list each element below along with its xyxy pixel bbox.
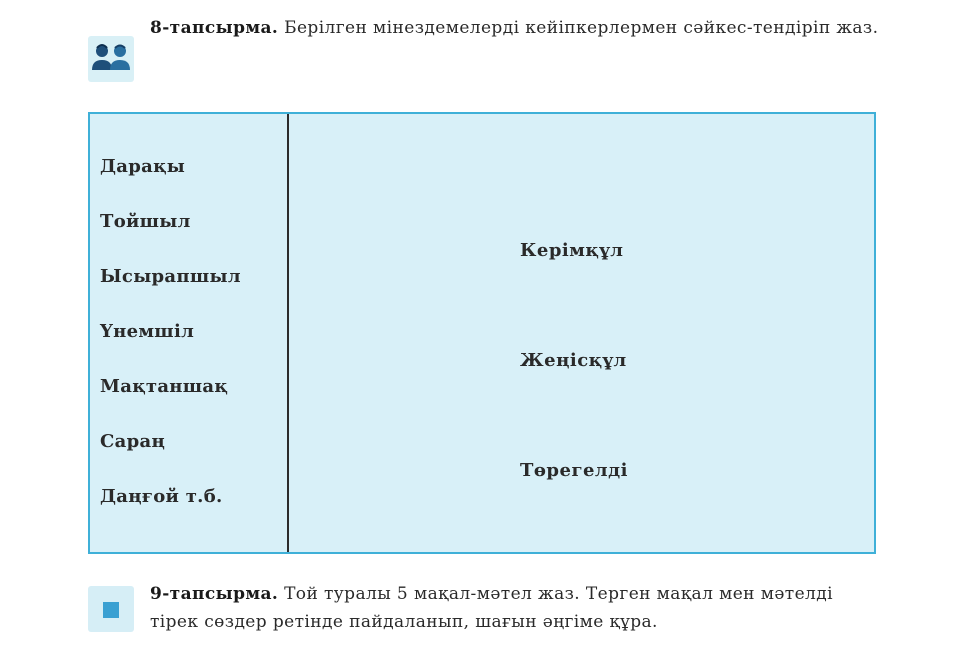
task-8-text <box>150 14 880 42</box>
column-divider <box>287 114 289 552</box>
matching-table <box>88 112 876 554</box>
trait-item: Сараң <box>100 431 166 452</box>
trait-item: Ысырапшыл <box>100 266 241 287</box>
trait-item: Үнемшіл <box>100 321 195 342</box>
traits-list <box>100 152 241 537</box>
two-people-icon <box>88 36 134 82</box>
task-9-body: Той туралы 5 мақал-мәтел жаз. Терген мақал мен мәтелді тірек сөздер ретінде пайдаланып, шағын әңгіме құра. <box>150 584 833 632</box>
task-9-title: 9-тапсырма. <box>150 584 279 604</box>
square-icon <box>88 586 134 632</box>
character-name: Жеңісқұл <box>520 350 627 371</box>
trait-item: Тойшыл <box>100 211 191 232</box>
character-name: Керімқұл <box>520 240 624 261</box>
trait-item: Дарақы <box>100 156 186 177</box>
task-9-text <box>150 580 880 636</box>
task-8-body: Берілген мінездемелерді кейіпкерлермен сәйкес-тендіріп жаз. <box>278 18 879 38</box>
character-name: Төрегелді <box>520 460 628 481</box>
task-8-title: 8-тапсырма. <box>150 18 279 38</box>
trait-item: Мақтаншақ <box>100 376 229 397</box>
trait-item: Даңғой т.б. <box>100 486 223 507</box>
